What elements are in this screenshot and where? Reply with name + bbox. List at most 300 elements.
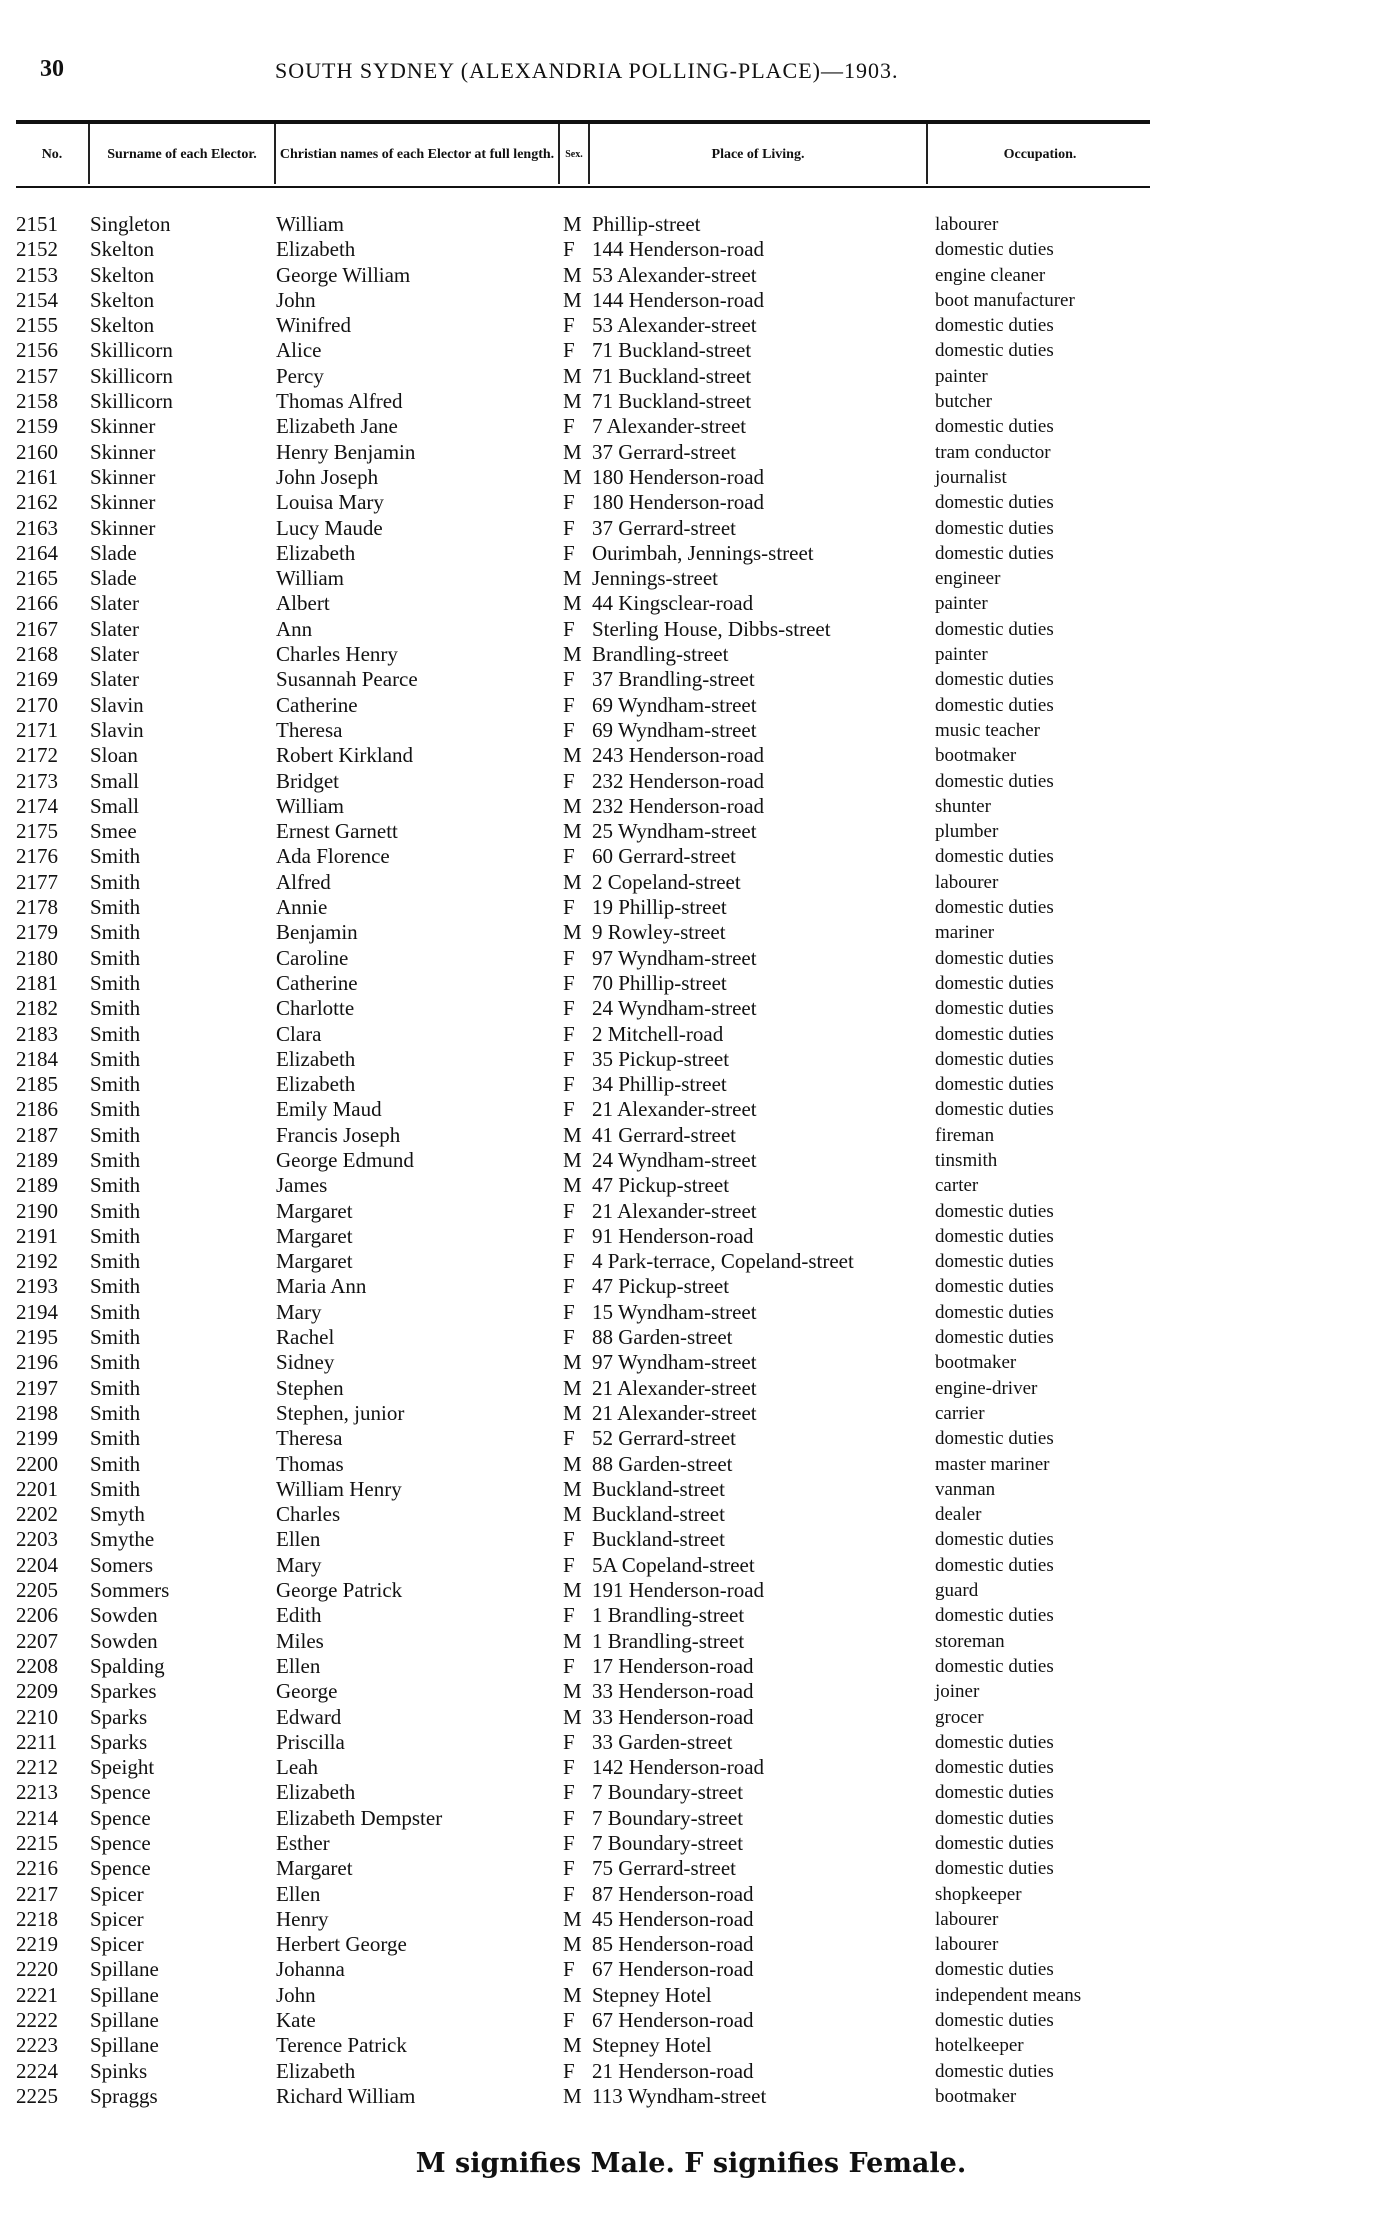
elector-occupation: domestic duties: [935, 1200, 1054, 1222]
elector-christian-names: Ellen: [276, 1881, 321, 1906]
table-row: [0, 364, 1382, 389]
elector-christian-names: Winifred: [276, 313, 351, 338]
elector-sex: F: [563, 667, 575, 692]
elector-christian-names: Elizabeth Jane: [276, 414, 398, 439]
elector-number: 2200: [16, 1451, 58, 1476]
elector-occupation: labourer: [935, 1908, 999, 1930]
table-row: [0, 870, 1382, 895]
elector-surname: Spence: [90, 1856, 151, 1881]
elector-surname: Spence: [90, 1831, 151, 1855]
elector-surname: Skinner: [90, 439, 156, 464]
elector-occupation: domestic duties: [935, 998, 1054, 1020]
elector-number: 2193: [16, 1274, 58, 1299]
elector-sex: M: [563, 2033, 582, 2058]
elector-place-of-living: Phillip-street: [592, 212, 701, 236]
table-row: [0, 1097, 1382, 1122]
elector-sex: F: [563, 515, 575, 540]
elector-surname: Somers: [90, 1552, 153, 1577]
elector-christian-names: Thomas: [276, 1451, 344, 1476]
elector-sex: F: [563, 1957, 575, 1982]
elector-surname: Spillane: [90, 1982, 159, 2007]
elector-number: 2204: [16, 1552, 58, 1577]
elector-occupation: painter: [935, 365, 988, 387]
table-row: [0, 1249, 1382, 1274]
elector-occupation: domestic duties: [935, 2060, 1054, 2082]
elector-place-of-living: Buckland-street: [592, 1502, 725, 1527]
elector-place-of-living: 44 Kingsclear-road: [592, 591, 754, 616]
elector-number: 2220: [16, 1957, 58, 1982]
elector-occupation: music teacher: [935, 719, 1040, 741]
elector-occupation: domestic duties: [935, 1099, 1054, 1121]
elector-sex: F: [563, 616, 575, 641]
elector-christian-names: George Edmund: [276, 1147, 414, 1172]
elector-place-of-living: 97 Wyndham-street: [592, 945, 757, 970]
elector-surname: Skinner: [90, 515, 156, 540]
elector-christian-names: Ellen: [276, 1527, 321, 1552]
elector-occupation: domestic duties: [935, 1301, 1054, 1323]
page-number: 30: [40, 56, 64, 82]
elector-sex: F: [563, 1831, 575, 1855]
elector-christian-names: Louisa Mary: [276, 490, 384, 515]
elector-occupation: domestic duties: [935, 2010, 1054, 2032]
elector-occupation: carrier: [935, 1402, 985, 1424]
elector-number: 2185: [16, 1072, 58, 1097]
elector-surname: Skillicorn: [90, 338, 173, 363]
elector-number: 2182: [16, 996, 58, 1021]
elector-occupation: domestic duties: [935, 1605, 1054, 1627]
table-row: [0, 414, 1382, 439]
elector-christian-names: Edward: [276, 1704, 342, 1729]
elector-number: 2153: [16, 262, 58, 287]
elector-occupation: domestic duties: [935, 1023, 1054, 1045]
elector-christian-names: Edith: [276, 1603, 322, 1628]
elector-number: 2179: [16, 920, 58, 945]
elector-rows: [0, 212, 1382, 2109]
elector-surname: Smith: [90, 1400, 141, 1425]
elector-number: 2166: [16, 591, 58, 616]
elector-occupation: journalist: [935, 466, 1007, 488]
elector-occupation: tram conductor: [935, 441, 1051, 463]
elector-place-of-living: 180 Henderson-road: [592, 464, 765, 489]
table-header-rule: [16, 186, 1150, 188]
elector-christian-names: Margaret: [276, 1223, 353, 1248]
elector-christian-names: Herbert George: [276, 1932, 407, 1957]
elector-occupation: dealer: [935, 1504, 982, 1526]
elector-place-of-living: 144 Henderson-road: [592, 287, 765, 312]
elector-surname: Spillane: [90, 2033, 159, 2058]
elector-occupation: domestic duties: [935, 897, 1054, 919]
column-header-no: No.: [41, 146, 63, 162]
elector-occupation: domestic duties: [935, 1074, 1054, 1096]
elector-sex: F: [563, 1729, 575, 1754]
table-row: [0, 1224, 1382, 1249]
table-row: [0, 693, 1382, 718]
table-row: [0, 667, 1382, 692]
elector-number: 2174: [16, 793, 58, 818]
elector-number: 2171: [16, 717, 58, 742]
elector-number: 2198: [16, 1400, 58, 1425]
elector-surname: Spinks: [90, 2058, 148, 2083]
elector-christian-names: William Henry: [276, 1476, 402, 1501]
elector-surname: Sloan: [90, 743, 138, 768]
elector-occupation: carter: [935, 1175, 979, 1197]
elector-surname: Smith: [90, 996, 141, 1021]
elector-sex: M: [563, 464, 582, 489]
elector-place-of-living: Buckland-street: [592, 1476, 725, 1501]
elector-number: 2178: [16, 895, 58, 920]
elector-surname: Smith: [90, 1299, 141, 1324]
elector-place-of-living: Buckland-street: [592, 1527, 725, 1552]
elector-sex: F: [563, 1856, 575, 1881]
elector-christian-names: Francis Joseph: [276, 1122, 401, 1147]
elector-place-of-living: 25 Wyndham-street: [592, 819, 757, 844]
elector-occupation: engineer: [935, 568, 1001, 590]
table-row: [0, 743, 1382, 768]
elector-sex: F: [563, 1881, 575, 1906]
elector-surname: Spence: [90, 1780, 151, 1805]
elector-sex: M: [563, 1704, 582, 1729]
elector-occupation: labourer: [935, 1934, 999, 1956]
elector-christian-names: Charles Henry: [276, 642, 398, 667]
elector-number: 2159: [16, 414, 58, 439]
elector-sex: F: [563, 1274, 575, 1299]
elector-number: 2175: [16, 819, 58, 844]
elector-place-of-living: 7 Boundary-street: [592, 1805, 744, 1830]
column-header-surname: Surname of each Elector.: [88, 124, 274, 184]
table-row: [0, 1730, 1382, 1755]
elector-sex: M: [563, 1173, 582, 1198]
table-row: [0, 971, 1382, 996]
table-row: [0, 920, 1382, 945]
elector-christian-names: Elizabeth: [276, 2058, 356, 2083]
elector-occupation: domestic duties: [935, 416, 1054, 438]
table-row: [0, 819, 1382, 844]
table-row: [0, 1350, 1382, 1375]
column-header-place: Place of Living.: [588, 124, 926, 184]
table-row: [0, 1856, 1382, 1881]
elector-place-of-living: 142 Henderson-road: [592, 1755, 765, 1780]
elector-number: 2196: [16, 1350, 58, 1375]
table-row: [0, 769, 1382, 794]
elector-christian-names: Johanna: [276, 1957, 345, 1982]
elector-sex: F: [563, 2058, 575, 2083]
elector-surname: Smythe: [90, 1527, 155, 1552]
table-row: [0, 1806, 1382, 1831]
table-row: [0, 718, 1382, 743]
elector-sex: F: [563, 717, 575, 742]
elector-sex: M: [563, 439, 582, 464]
elector-sex: F: [563, 338, 575, 363]
elector-sex: M: [563, 869, 582, 894]
elector-sex: M: [563, 1147, 582, 1172]
elector-sex: F: [563, 1325, 575, 1350]
elector-surname: Smith: [90, 1451, 141, 1476]
elector-place-of-living: Brandling-street: [592, 642, 729, 667]
elector-surname: Spicer: [90, 1881, 144, 1906]
elector-christian-names: Leah: [276, 1755, 318, 1780]
elector-occupation: domestic duties: [935, 1655, 1054, 1677]
elector-surname: Slater: [90, 616, 139, 641]
elector-number: 2183: [16, 1021, 58, 1046]
elector-occupation: domestic duties: [935, 517, 1054, 539]
elector-sex: M: [563, 363, 582, 388]
elector-surname: Smith: [90, 1198, 141, 1223]
elector-surname: Smith: [90, 1426, 141, 1451]
elector-occupation: domestic duties: [935, 1554, 1054, 1576]
elector-occupation: domestic duties: [935, 694, 1054, 716]
elector-sex: F: [563, 768, 575, 793]
elector-sex: F: [563, 414, 575, 439]
elector-number: 2202: [16, 1502, 58, 1527]
elector-number: 2213: [16, 1780, 58, 1805]
elector-christian-names: Mary: [276, 1552, 322, 1577]
elector-surname: Spicer: [90, 1932, 144, 1957]
table-row: [0, 844, 1382, 869]
elector-place-of-living: 88 Garden-street: [592, 1325, 733, 1350]
elector-occupation: domestic duties: [935, 239, 1054, 261]
elector-number: 2152: [16, 237, 58, 262]
table-row: [0, 1325, 1382, 1350]
elector-occupation: fireman: [935, 1124, 995, 1146]
elector-place-of-living: 53 Alexander-street: [592, 313, 757, 338]
elector-sex: F: [563, 237, 575, 262]
elector-occupation: shunter: [935, 795, 991, 817]
table-row: [0, 1022, 1382, 1047]
elector-surname: Smith: [90, 869, 141, 894]
elector-surname: Sommers: [90, 1578, 170, 1603]
elector-place-of-living: 69 Wyndham-street: [592, 717, 757, 742]
elector-sex: M: [563, 1628, 582, 1653]
table-row: [0, 1603, 1382, 1628]
elector-number: 2191: [16, 1223, 58, 1248]
elector-surname: Skelton: [90, 262, 155, 287]
elector-sex: M: [563, 819, 582, 844]
elector-number: 2164: [16, 540, 58, 565]
elector-sex: M: [563, 1476, 582, 1501]
elector-occupation: domestic duties: [935, 618, 1054, 640]
table-row: [0, 1755, 1382, 1780]
elector-surname: Smith: [90, 945, 141, 970]
table-row: [0, 1477, 1382, 1502]
elector-christian-names: Charlotte: [276, 996, 355, 1021]
elector-occupation: domestic duties: [935, 947, 1054, 969]
elector-place-of-living: 243 Henderson-road: [592, 743, 765, 768]
elector-christian-names: Elizabeth: [276, 1780, 356, 1805]
elector-number: 2203: [16, 1527, 58, 1552]
elector-number: 2218: [16, 1906, 58, 1931]
elector-occupation: domestic duties: [935, 1731, 1054, 1753]
elector-surname: Slater: [90, 591, 139, 616]
elector-occupation: bootmaker: [935, 1352, 1017, 1374]
elector-number: 2197: [16, 1375, 58, 1400]
table-row: [0, 2008, 1382, 2033]
elector-surname: Smith: [90, 844, 141, 869]
table-row: [0, 996, 1382, 1021]
elector-surname: Smyth: [90, 1502, 145, 1527]
elector-sex: M: [563, 743, 582, 768]
table-row: [0, 1148, 1382, 1173]
elector-place-of-living: 67 Henderson-road: [592, 1957, 754, 1982]
elector-number: 2169: [16, 667, 58, 692]
elector-christian-names: Alice: [276, 338, 322, 363]
elector-occupation: domestic duties: [935, 1833, 1054, 1854]
elector-place-of-living: Jennings-street: [592, 566, 718, 591]
elector-sex: F: [563, 1249, 575, 1274]
elector-occupation: domestic duties: [935, 1276, 1054, 1298]
elector-occupation: grocer: [935, 1706, 984, 1728]
elector-christian-names: Albert: [276, 591, 330, 616]
table-row: [0, 465, 1382, 490]
elector-number: 2194: [16, 1299, 58, 1324]
elector-number: 2216: [16, 1856, 58, 1881]
elector-sex: M: [563, 591, 582, 616]
elector-sex: F: [563, 692, 575, 717]
table-row: [0, 1578, 1382, 1603]
elector-place-of-living: 232 Henderson-road: [592, 768, 765, 793]
elector-number: 2207: [16, 1628, 58, 1653]
elector-number: 2177: [16, 869, 58, 894]
elector-christian-names: Ellen: [276, 1653, 321, 1678]
elector-surname: Smith: [90, 1122, 141, 1147]
elector-christian-names: Caroline: [276, 945, 349, 970]
elector-number: 2211: [16, 1729, 58, 1754]
elector-sex: M: [563, 212, 582, 236]
elector-occupation: bootmaker: [935, 2085, 1017, 2107]
table-row: [0, 1957, 1382, 1982]
elector-place-of-living: 33 Henderson-road: [592, 1679, 754, 1704]
elector-christian-names: Ann: [276, 616, 313, 641]
elector-occupation: domestic duties: [935, 1757, 1054, 1779]
elector-christian-names: Stephen, junior: [276, 1400, 405, 1425]
elector-sex: M: [563, 642, 582, 667]
table-row: [0, 237, 1382, 262]
elector-sex: F: [563, 540, 575, 565]
elector-christian-names: Robert Kirkland: [276, 743, 414, 768]
table-row: [0, 1527, 1382, 1552]
elector-christian-names: Henry: [276, 1906, 329, 1931]
elector-occupation: butcher: [935, 391, 992, 413]
elector-occupation: tinsmith: [935, 1149, 998, 1171]
elector-sex: M: [563, 1122, 582, 1147]
elector-christian-names: Miles: [276, 1628, 324, 1653]
elector-christian-names: Elizabeth: [276, 237, 356, 262]
elector-christian-names: Catherine: [276, 970, 358, 995]
elector-place-of-living: 37 Gerrard-street: [592, 439, 737, 464]
sex-legend-footer: M signifies Male. F signifies Female.: [415, 2148, 967, 2179]
elector-place-of-living: 87 Henderson-road: [592, 1881, 754, 1906]
elector-number: 2192: [16, 1249, 58, 1274]
elector-sex: F: [563, 945, 575, 970]
elector-place-of-living: 7 Boundary-street: [592, 1780, 744, 1805]
elector-surname: Smith: [90, 1097, 141, 1122]
table-row: [0, 490, 1382, 515]
elector-sex: F: [563, 2008, 575, 2033]
elector-christian-names: Emily Maud: [276, 1097, 382, 1122]
elector-christian-names: Kate: [276, 2008, 316, 2033]
elector-place-of-living: 144 Henderson-road: [592, 237, 765, 262]
elector-occupation: labourer: [935, 871, 999, 893]
elector-sex: M: [563, 1906, 582, 1931]
table-row: [0, 2033, 1382, 2058]
elector-number: 2155: [16, 313, 58, 338]
table-row: [0, 389, 1382, 414]
table-row: [0, 440, 1382, 465]
elector-place-of-living: 47 Pickup-street: [592, 1274, 730, 1299]
elector-surname: Smith: [90, 1375, 141, 1400]
elector-place-of-living: 97 Wyndham-street: [592, 1350, 757, 1375]
elector-place-of-living: 21 Alexander-street: [592, 1400, 757, 1425]
elector-surname: Smith: [90, 1249, 141, 1274]
elector-sex: F: [563, 895, 575, 920]
elector-number: 2206: [16, 1603, 58, 1628]
elector-sex: F: [563, 1046, 575, 1071]
elector-number: 2156: [16, 338, 58, 363]
table-row: [0, 288, 1382, 313]
elector-number: 2190: [16, 1198, 58, 1223]
table-row: [0, 1780, 1382, 1805]
elector-place-of-living: 5A Copeland-street: [592, 1552, 755, 1577]
column-header-sex: Sex.: [558, 124, 588, 184]
elector-surname: Smith: [90, 895, 141, 920]
elector-surname: Smith: [90, 1325, 141, 1350]
elector-number: 2162: [16, 490, 58, 515]
elector-sex: F: [563, 1653, 575, 1678]
elector-sex: F: [563, 490, 575, 515]
table-row: [0, 1072, 1382, 1097]
elector-number: 2199: [16, 1426, 58, 1451]
elector-number: 2215: [16, 1831, 58, 1855]
table-row: [0, 1502, 1382, 1527]
elector-christian-names: Ernest Garnett: [276, 819, 398, 844]
elector-surname: Small: [90, 768, 140, 793]
elector-christian-names: Theresa: [276, 717, 343, 742]
elector-christian-names: George Patrick: [276, 1578, 403, 1603]
elector-surname: Spillane: [90, 1957, 159, 1982]
elector-occupation: domestic duties: [935, 972, 1054, 994]
elector-surname: Spalding: [90, 1653, 165, 1678]
elector-number: 2163: [16, 515, 58, 540]
elector-occupation: domestic duties: [935, 1959, 1054, 1981]
elector-place-of-living: 9 Rowley-street: [592, 920, 726, 945]
elector-surname: Smith: [90, 1021, 141, 1046]
elector-occupation: domestic duties: [935, 340, 1054, 362]
elector-christian-names: John: [276, 287, 316, 312]
table-row: [0, 1123, 1382, 1148]
elector-christian-names: John Joseph: [276, 464, 379, 489]
elector-occupation: domestic duties: [935, 1251, 1054, 1273]
elector-number: 2181: [16, 970, 58, 995]
table-row: [0, 566, 1382, 591]
elector-occupation: plumber: [935, 821, 999, 843]
table-row: [0, 1553, 1382, 1578]
elector-number: 2160: [16, 439, 58, 464]
elector-occupation: domestic duties: [935, 669, 1054, 691]
elector-christian-names: Annie: [276, 895, 328, 920]
elector-surname: Smith: [90, 1350, 141, 1375]
elector-surname: Singleton: [90, 212, 171, 236]
elector-number: 2154: [16, 287, 58, 312]
elector-sex: F: [563, 844, 575, 869]
elector-surname: Skinner: [90, 464, 156, 489]
elector-place-of-living: 33 Henderson-road: [592, 1704, 754, 1729]
elector-occupation: painter: [935, 593, 988, 615]
elector-occupation: engine-driver: [935, 1377, 1038, 1399]
elector-place-of-living: 37 Gerrard-street: [592, 515, 737, 540]
table-row: [0, 1426, 1382, 1451]
elector-sex: M: [563, 1502, 582, 1527]
elector-sex: F: [563, 1805, 575, 1830]
elector-christian-names: John: [276, 1982, 316, 2007]
